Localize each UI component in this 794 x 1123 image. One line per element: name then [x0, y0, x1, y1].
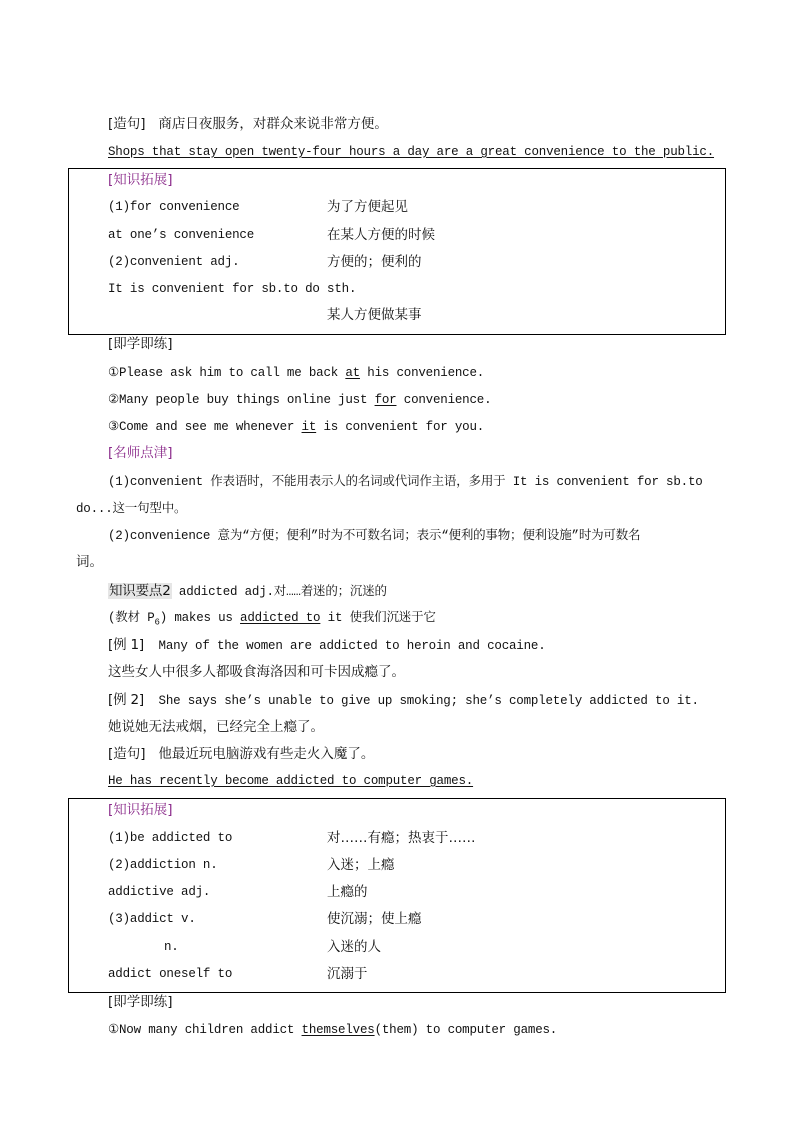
- practice-title: [即学即练]: [108, 336, 173, 352]
- expand-cn: 方便的；便利的: [327, 254, 422, 270]
- expand-title: [知识拓展]: [108, 172, 173, 188]
- practice-answer: at: [345, 366, 360, 380]
- example-1-label: [例 1]: [108, 637, 144, 653]
- textbook-underlined: addicted to: [240, 611, 321, 625]
- example-1-en-line: [108, 637, 546, 654]
- zaoju-line: [108, 116, 388, 132]
- example-1-cn: 这些女人中很多人都吸食海洛因和可卡因成瘾了。: [108, 664, 405, 680]
- expand-en: n.: [164, 940, 179, 954]
- expand-en: (1)be addicted to: [108, 831, 233, 845]
- expand-en: (3)addict v.: [108, 912, 196, 926]
- expand-cn: 对……有瘾；热衷于……: [327, 830, 476, 846]
- expand-en: addict oneself to: [108, 967, 233, 981]
- zaoju-label: [造句]: [108, 116, 146, 132]
- practice-answer: themselves: [301, 1023, 375, 1037]
- knowledge-point-text: addicted adj.对……着迷的；沉迷的: [171, 585, 387, 599]
- example-1-en: Many of the women are addicted to heroin and cocaine.: [158, 639, 546, 653]
- example-2-en-line: [108, 692, 699, 709]
- expand-cn: 上瘾的: [327, 884, 368, 900]
- tip1-line1: (1)convenient 作表语时，不能用表示人的名词或代词作主语，多用于 It is convenient for sb.to: [108, 475, 703, 489]
- example-2-label: [例 2]: [108, 692, 144, 708]
- expand-cn: 入迷；上瘾: [327, 857, 395, 873]
- practice-title: [即学即练]: [108, 994, 173, 1010]
- expand-en: (2)addiction n.: [108, 858, 218, 872]
- zaoju-en: Shops that stay open twenty-four hours a day are a great convenience to the public.: [108, 145, 715, 159]
- tip-title: [名师点津]: [108, 445, 173, 461]
- tip2-line1: (2)convenience 意为“方便；便利”时为不可数名词；表示“便利的事物；便利设施”时为可数名: [108, 529, 641, 543]
- expand-cn: 某人方便做某事: [327, 307, 422, 323]
- practice-answer: it: [301, 420, 317, 434]
- practice-item: ①Please ask him to call me back at his convenience.: [108, 366, 485, 380]
- expand-en: It is convenient for sb.to do sth.: [108, 282, 357, 296]
- knowledge-point-heading: [108, 583, 387, 600]
- expand-cn: 使沉溺；使上瘾: [327, 911, 422, 927]
- zaoju-label: [造句]: [108, 746, 146, 762]
- example-2-en: She says she’s unable to give up smoking; she’s completely addicted to it.: [158, 694, 699, 708]
- zaoju-line: [108, 746, 374, 762]
- practice-item: ②Many people buy things online just for convenience.: [108, 393, 492, 407]
- expand-cn: 为了方便起见: [327, 199, 408, 215]
- tip1-line2: do...这一句型中。: [76, 502, 187, 516]
- knowledge-point-tag: 知识要点2: [109, 583, 171, 599]
- example-2-cn: 她说她无法戒烟，已经完全上瘾了。: [108, 719, 324, 735]
- expand-cn: 沉溺于: [327, 966, 368, 982]
- expand-title: [知识拓展]: [108, 802, 173, 818]
- practice-answer: for: [374, 393, 397, 407]
- practice-item: ①Now many children addict themselves(them) to computer games.: [108, 1023, 558, 1037]
- tip2-line2: 词。: [76, 554, 103, 570]
- practice-item: ③Come and see me whenever it is convenient for you.: [108, 420, 485, 434]
- expand-en: at one’s convenience: [108, 228, 255, 242]
- zaoju-cn: 商店日夜服务，对群众来说非常方便。: [158, 116, 388, 132]
- zaoju-en: He has recently become addicted to computer games.: [108, 774, 474, 788]
- expand-en: addictive adj.: [108, 885, 211, 899]
- expand-cn: 入迷的人: [327, 939, 381, 955]
- zaoju-cn: 他最近玩电脑游戏有些走火入魔了。: [158, 746, 375, 762]
- expand-cn: 在某人方便的时候: [327, 227, 435, 243]
- expand-en: (1)for convenience: [108, 200, 240, 214]
- textbook-line: (教材 $P_6$) makes us addicted to it 使我们沉迷于它: [108, 611, 436, 628]
- expand-en: (2)convenient adj.: [108, 255, 240, 269]
